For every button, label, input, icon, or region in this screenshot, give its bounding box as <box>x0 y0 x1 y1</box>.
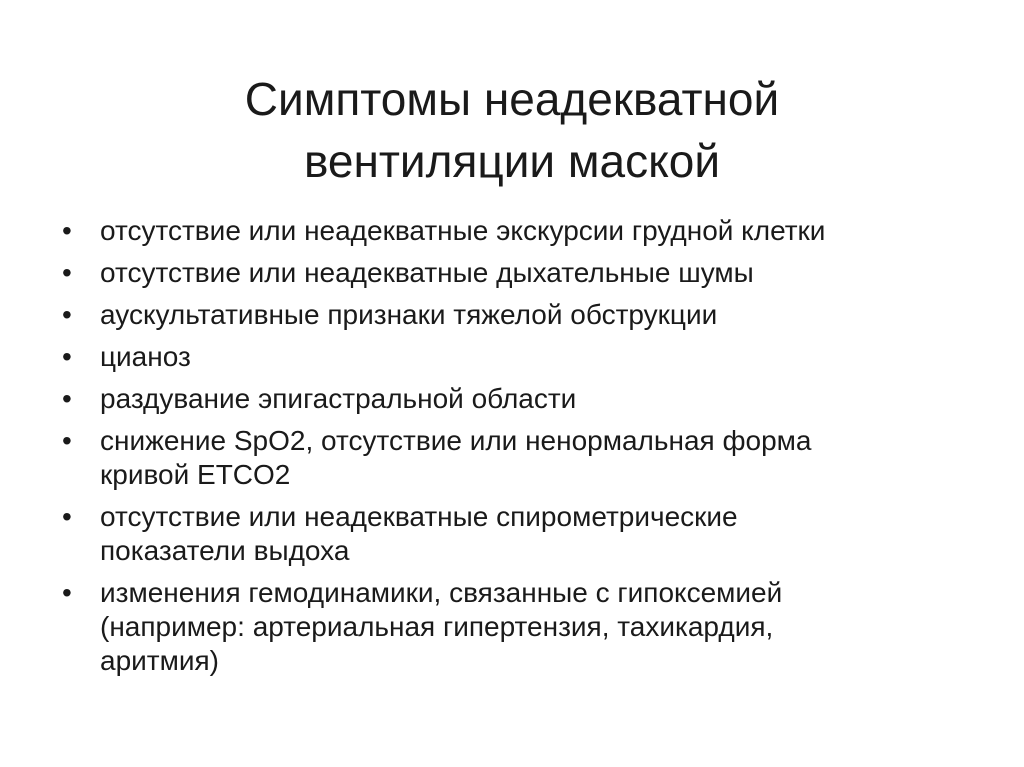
bullet-text-continuation: показатели выдоха <box>100 535 350 566</box>
bullet-text: изменения гемодинамики, связанные с гипоксемией <box>100 577 783 608</box>
bullet-text: аускультативные признаки тяжелой обструкции <box>100 299 718 330</box>
bullet-item <box>60 382 960 416</box>
bullet-icon: • <box>62 577 72 608</box>
bullet-text-continuation: аритмия) <box>100 645 219 676</box>
bullet-icon: • <box>62 341 72 372</box>
bullet-item <box>60 500 960 568</box>
bullet-text: раздувание эпигастральной области <box>100 383 577 414</box>
slide-title <box>60 68 964 192</box>
bullet-text-continuation: кривой ETCO2 <box>100 459 291 490</box>
slide-title-line: вентиляции маской <box>303 135 721 187</box>
bullet-text-continuation: (например: артериальная гипертензия, тахикардия, <box>100 611 774 642</box>
bullet-item <box>60 214 960 248</box>
bullet-text: отсутствие или неадекватные экскурсии грудной клетки <box>100 215 826 246</box>
bullet-item <box>60 576 960 678</box>
bullet-text: цианоз <box>100 341 191 372</box>
bullet-icon: • <box>62 425 72 456</box>
slide-title-line: Симптомы неадекватной <box>244 73 780 125</box>
bullet-icon: • <box>62 257 72 288</box>
bullet-icon: • <box>62 215 72 246</box>
bullet-text: отсутствие или неадекватные дыхательные шумы <box>100 257 754 288</box>
bullet-text: отсутствие или неадекватные спирометрические <box>100 501 738 532</box>
bullet-icon: • <box>62 299 72 330</box>
bullet-text: снижение SpO2, отсутствие или ненормальная форма <box>100 425 812 456</box>
bullet-item <box>60 298 960 332</box>
bullet-item <box>60 424 960 492</box>
bullet-list <box>60 214 960 686</box>
bullet-item <box>60 256 960 290</box>
bullet-icon: • <box>62 501 72 532</box>
bullet-item <box>60 340 960 374</box>
bullet-icon: • <box>62 383 72 414</box>
